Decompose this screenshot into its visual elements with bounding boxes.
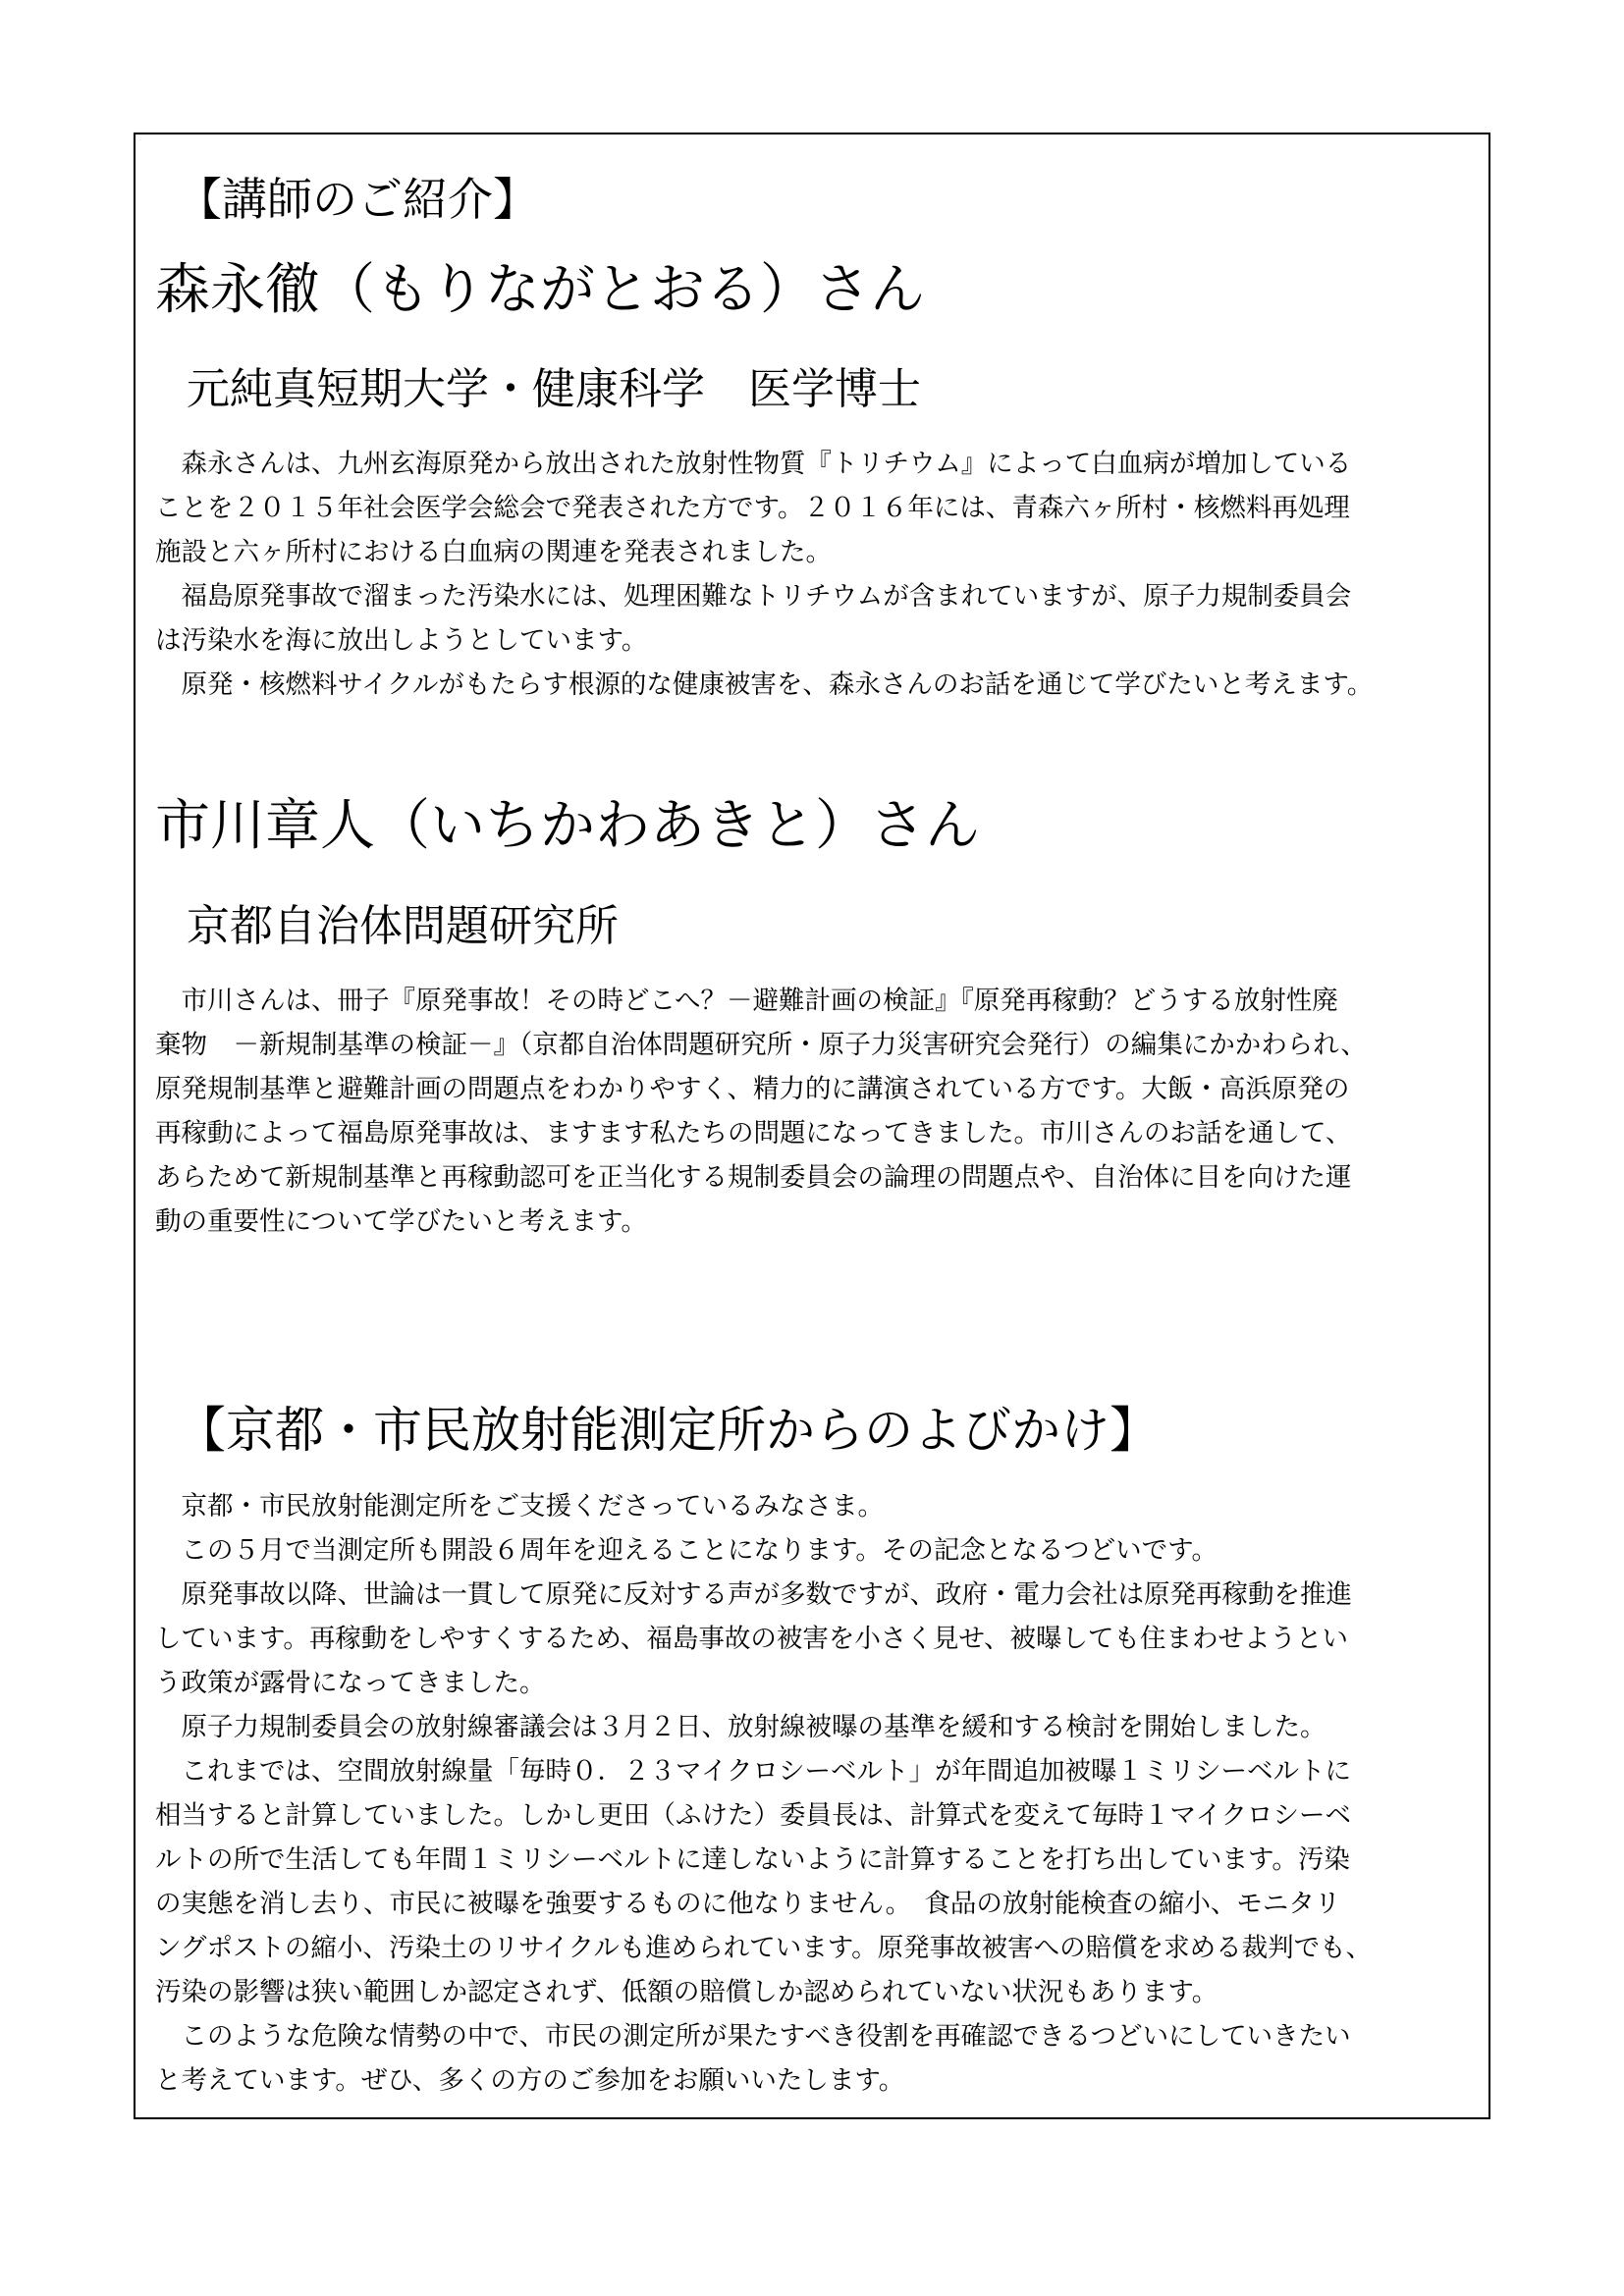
- speaker1-description: [155, 442, 1471, 707]
- text-line: この５月で当測定所も開設６周年を迎えることになります。その記念となるつどいです。: [155, 1535, 1218, 1566]
- text-line: 汚染の影響は狭い範囲しか認定されず、低額の賠償しか認められていない状況もあります。: [155, 1977, 1218, 2007]
- text-line: 施設と六ヶ所村における白血病の関連を発表されました。: [155, 537, 832, 567]
- text-line: しています。再稼動をしやすくするため、福島事故の被害を小さく見せ、被曝しても住まわせようとい: [155, 1624, 1349, 1654]
- text-line: は汚染水を海に放出しようとしています。: [155, 625, 648, 656]
- text-line: 原発・核燃料サイクルがもたらす根源的な健康被害を、森永さんのお話を通じて学びたいと考えます。: [155, 669, 1374, 700]
- call-body: [155, 1484, 1471, 2103]
- text-line: の実態を消し去り、市民に被曝を強要するものに他なりません。 食品の放射能検査の縮小、モニタリ: [155, 1889, 1341, 1919]
- text-line: 原発規制基準と避難計画の問題点をわかりやすく、精力的に講演されている方です。大飯・高浜原発の: [155, 1074, 1350, 1104]
- speaker2-name: 市川章人（いちかわあきと）さん: [155, 794, 980, 858]
- text-line: 再稼動によって福島原発事故は、ますます私たちの問題になってきました。市川さんのお話を通して、: [155, 1118, 1352, 1148]
- text-line: ことを２０１５年社会医学会総会で発表された方です。２０１６年には、青森六ヶ所村・核燃料再処理: [155, 493, 1350, 523]
- speaker1-name: 森永徹（もりながとおる）さん: [155, 258, 925, 322]
- text-line: 福島原発事故で溜まった汚染水には、処理困難なトリチウムが含まれていますが、原子力規制委員会: [155, 581, 1352, 612]
- text-line: 相当すると計算していました。しかし更田（ふけた）委員長は、計算式を変えて毎時１マイクロシーベ: [155, 1800, 1351, 1831]
- text-line: これまでは、空間放射線量「毎時０．２３マイクロシーベルト」が年間追加被曝１ミリシーベルトに: [155, 1756, 1351, 1787]
- text-line: と考えています。ぜひ、多くの方のご参加をお願いいたします。: [155, 2065, 905, 2096]
- text-line: う政策が露骨になってきました。: [155, 1668, 546, 1698]
- text-line: このような危険な情勢の中で、市民の測定所が果たすべき役割を再確認できるつどいにしていきたい: [155, 2021, 1351, 2052]
- text-line: 森永さんは、九州玄海原発から放出された放射性物質『トリチウム』によって白血病が増加している: [155, 449, 1352, 479]
- intro-heading: 【講師のご紹介】: [177, 173, 538, 226]
- text-line: ングポストの縮小、汚染土のリサイクルも進められています。原発事故被害への賠償を求める裁判でも、: [155, 1933, 1373, 1963]
- text-line: 原子力規制委員会の放射線審議会は３月２日、放射線被曝の基準を緩和する検討を開始しました。: [155, 1712, 1326, 1742]
- content-frame: [134, 133, 1490, 2119]
- text-line: ルトの所で生活しても年間１ミリシーベルトに達しないように計算することを打ち出しています。汚染: [155, 1844, 1350, 1875]
- text-line: 市川さんは、冊子『原発事故！その時どこへ？－避難計画の検証』『原発再稼動？どうする放射性廃: [155, 986, 1338, 1016]
- speaker2-affiliation: 京都自治体問題研究所: [187, 901, 619, 951]
- call-heading: 【京都・市民放射能測定所からのよびかけ】: [177, 1402, 1159, 1459]
- text-line: 原発事故以降、世論は一貫して原発に反対する声が多数ですが、政府・電力会社は原発再稼動を推進: [155, 1579, 1352, 1610]
- text-line: 棄物 －新規制基準の検証－』（京都自治体問題研究所・原子力災害研究会発行）の編集にかかわられ、: [155, 1030, 1367, 1060]
- text-line: 動の重要性について学びたいと考えます。: [155, 1206, 647, 1237]
- text-line: あらためて新規制基準と再稼動認可を正当化する規制委員会の論理の問題点や、自治体に目を向けた運: [155, 1162, 1352, 1193]
- speaker2-description: [155, 979, 1471, 1244]
- text-line: 京都・市民放射能測定所をご支援くださっているみなさま。: [155, 1491, 884, 1522]
- speaker1-affiliation: 元純真短期大学・健康科学 医学博士: [187, 364, 921, 414]
